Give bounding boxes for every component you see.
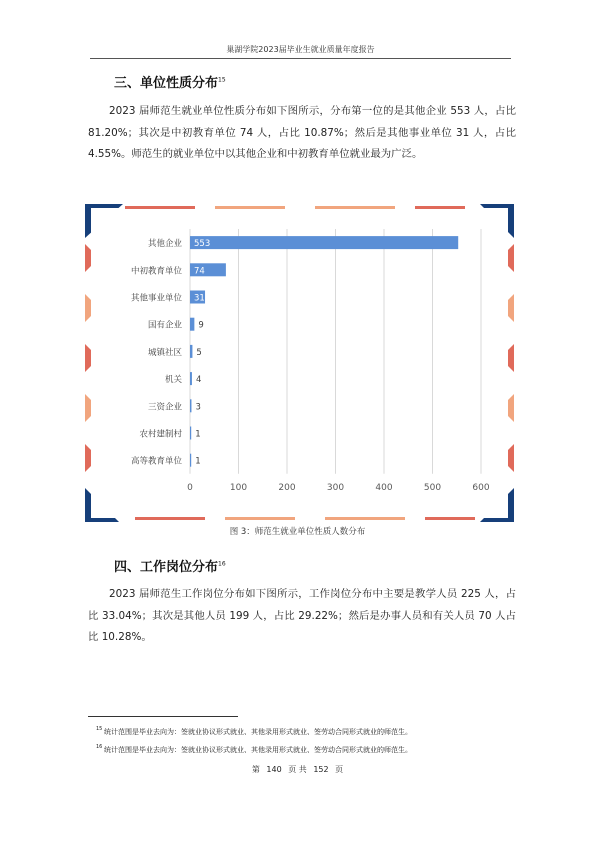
data-label: 4 (195, 375, 202, 386)
data-label: 3 (195, 402, 201, 413)
x-tick-label: 0 (187, 482, 193, 493)
border-stroke (315, 206, 395, 209)
side-chevron (508, 344, 514, 372)
border-stroke (225, 517, 295, 520)
border-stroke (215, 206, 285, 209)
section-heading (114, 72, 226, 91)
page-header: 巢湖学院2023届毕业生就业质量年度报告 (90, 44, 511, 59)
chart-panel (91, 208, 508, 518)
footnote-number: 15 (96, 726, 103, 732)
data-label: 74 (194, 266, 205, 277)
pager-total: 152 (313, 765, 329, 774)
data-label: 1 (195, 429, 201, 440)
bar (190, 318, 194, 331)
data-label: 31 (194, 293, 205, 304)
x-tick-label: 300 (326, 482, 345, 493)
border-stroke (425, 517, 475, 520)
y-category-label: 中初教育单位 (130, 266, 182, 277)
bar-chart (85, 204, 514, 522)
side-chevron (85, 394, 91, 422)
x-tick-label: 500 (423, 482, 442, 493)
bar (190, 399, 191, 412)
bar (190, 345, 192, 358)
side-chevron (85, 294, 91, 322)
y-category-label: 高等教育单位 (130, 456, 182, 467)
y-category-label: 其他企业 (147, 239, 182, 250)
pager-mid: 页 共 (288, 765, 307, 774)
figure-caption: 图 3：师范生就业单位性质人数分布 (229, 527, 366, 537)
data-label: 9 (198, 320, 204, 331)
side-chevron (508, 394, 514, 422)
side-chevron (508, 294, 514, 322)
x-tick-label: 200 (278, 482, 296, 493)
side-chevron (85, 244, 91, 272)
body-paragraph: 2023 届师范生就业单位性质分布如下图所示，分布第一位的是其他企业 553 人，占比 81.20%；其次是中初教育单位 74 人，占比 10.87%；然后是其他事业单位 31 人，占比 4.55%。师范生的就业单位中以其他企业和中初教育单位就业最为广泛。 (88, 105, 516, 160)
data-label: 5 (196, 347, 202, 358)
section-heading-text: 四、工作岗位分布 (114, 560, 219, 575)
y-category-label: 机关 (164, 375, 182, 386)
chart-decoration (85, 204, 514, 522)
side-chevron (85, 444, 91, 472)
page-number (0, 764, 595, 775)
data-label: 1 (195, 456, 201, 467)
side-chevron (508, 244, 514, 272)
border-stroke (325, 517, 405, 520)
footnote-ref: 15 (218, 76, 226, 84)
y-category-label: 农村建制村 (139, 429, 182, 440)
bar (190, 372, 192, 385)
footnote-ref: 16 (218, 560, 226, 568)
body-paragraph: 2023 届师范生工作岗位分布如下图所示，工作岗位分布中主要是教学人员 225 人，占比 33.04%；其次是其他人员 199 人，占比 29.22%；然后是办事人员和有关人员 70 人占比 10.28%。 (88, 588, 516, 643)
bar (190, 427, 191, 440)
y-category-label: 国有企业 (147, 320, 182, 331)
x-tick-label: 100 (229, 482, 248, 493)
y-category-label: 城镇社区 (147, 347, 182, 358)
y-category-label: 其他事业单位 (130, 293, 182, 304)
border-stroke (125, 206, 195, 209)
pager-post: 页 (335, 765, 344, 774)
footnote-text: 统计范围是毕业去向为：签就业协议形式就业、其他录用形式就业、签劳动合同形式就业的师范生。 (104, 746, 412, 754)
side-chevron (508, 444, 514, 472)
footnote-separator (88, 716, 238, 717)
section-heading (114, 556, 226, 575)
footnote (96, 744, 412, 755)
bar (190, 236, 458, 249)
footnote (96, 726, 412, 737)
border-stroke (415, 206, 465, 209)
border-stroke (135, 517, 205, 520)
chart-svg (85, 204, 514, 522)
footnote-text: 统计范围是毕业去向为：签就业协议形式就业、其他录用形式就业、签劳动合同形式就业的师范生。 (104, 728, 412, 736)
bar (190, 454, 191, 467)
footnote-number: 16 (96, 744, 103, 750)
y-category-label: 三资企业 (147, 402, 182, 413)
data-label: 553 (194, 239, 211, 250)
x-tick-label: 600 (472, 482, 490, 493)
pager-current: 140 (266, 765, 282, 774)
x-tick-label: 400 (375, 482, 393, 493)
side-chevron (85, 344, 91, 372)
pager-pre: 第 (251, 765, 260, 774)
section-heading-text: 三、单位性质分布 (114, 76, 219, 91)
